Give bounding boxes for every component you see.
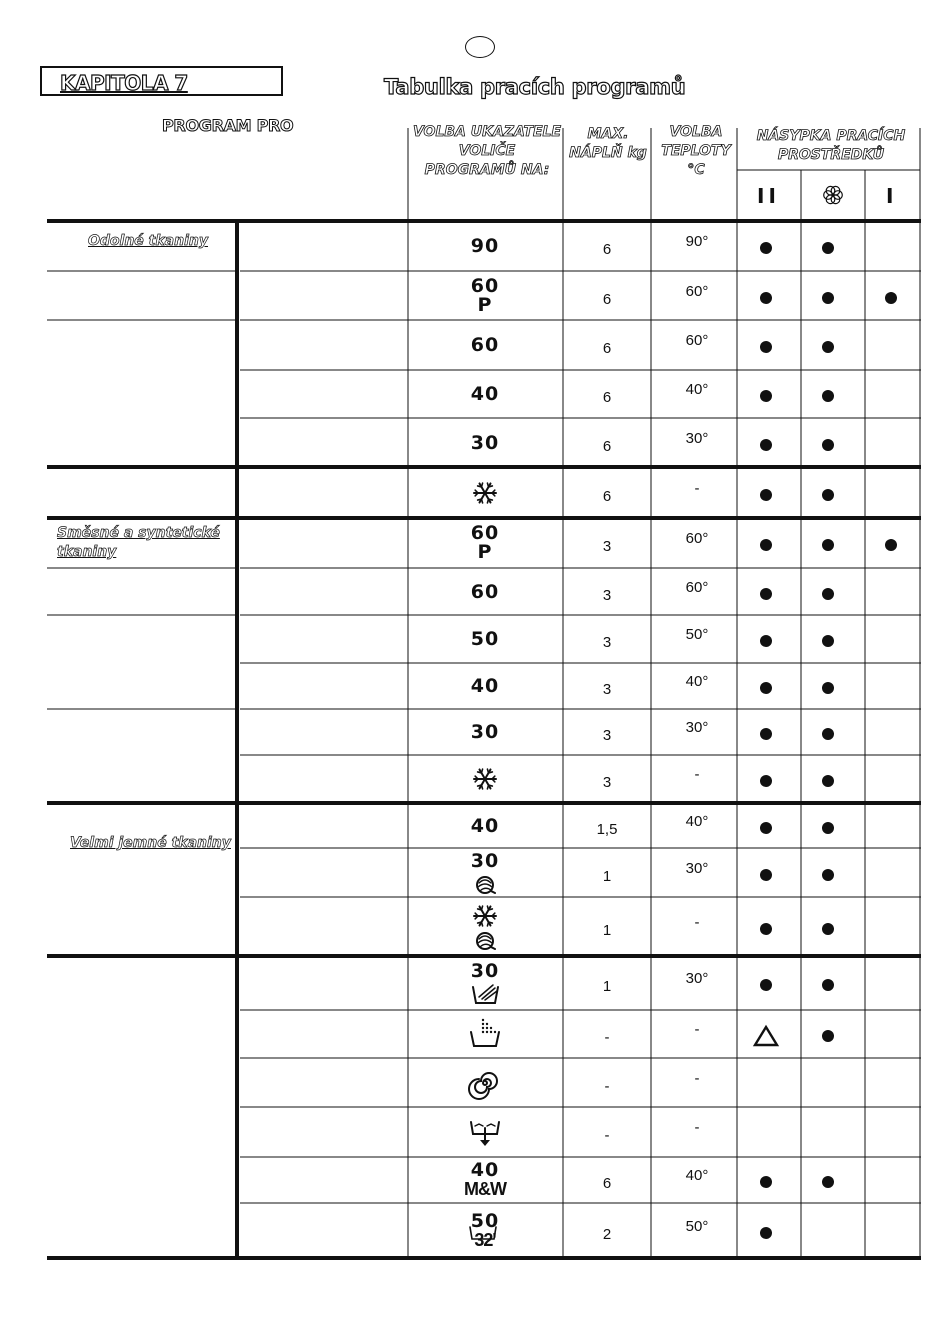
max-load-value: 3: [602, 634, 612, 651]
wool-icon: [465, 919, 505, 959]
temperature-value: 60°: [685, 530, 709, 547]
program-symbol: 30: [470, 849, 500, 872]
max-load-value: 3: [602, 681, 612, 698]
max-load-value: 1,5: [596, 820, 618, 838]
compartment-softener-icon: [820, 182, 846, 208]
temperature-value: -: [694, 766, 700, 783]
program-symbol: 30: [470, 960, 500, 982]
program-pro-label: PROGRAM PRO: [162, 116, 294, 135]
max-load-value: 3: [602, 586, 612, 604]
softener-dot: [822, 588, 834, 600]
prewash-dot: [760, 923, 772, 935]
main-wash-dot: [885, 292, 897, 304]
softener-dot: [822, 728, 834, 740]
compartment-prewash-icon: II: [757, 184, 780, 208]
prewash-dot: [760, 489, 772, 501]
program-symbol: 40: [470, 675, 500, 697]
softener-dot: [822, 682, 834, 694]
prewash-dot: [760, 390, 772, 402]
chapter-label: KAPITOLA 7: [60, 71, 188, 95]
max-load-value: 6: [602, 290, 612, 308]
softener-dot: [822, 292, 834, 304]
header-max: MAX. NÁPLŇ kg: [569, 126, 647, 161]
temperature-value: 40°: [685, 1167, 709, 1184]
header-temp: VOLBA TEPLOTY °C: [661, 124, 731, 178]
program-symbol: P: [477, 293, 493, 316]
program-symbol: M&W: [464, 1179, 506, 1199]
temperature-value: -: [694, 1021, 700, 1038]
compartment-main-icon: I: [886, 184, 894, 208]
prewash-dot: [760, 682, 772, 694]
temperature-value: 50°: [685, 1217, 709, 1235]
header-volba: VOLBA UKAZATELE VOLIČE PROGRAMŮ NA:: [412, 124, 562, 178]
max-load-value: 3: [602, 538, 612, 555]
prewash-dot: [760, 1176, 772, 1188]
program-symbol: 30: [470, 721, 500, 743]
softener-dot: [822, 979, 834, 991]
max-load-value: 6: [602, 437, 612, 455]
softener-dot: [822, 635, 834, 647]
category-odolne: Odolné tkaniny: [88, 233, 208, 249]
max-load-value: -: [604, 1077, 610, 1095]
temperature-value: 60°: [685, 282, 709, 300]
prewash-dot: [760, 979, 772, 991]
category-jemne: Velmi jemné tkaniny: [70, 835, 231, 851]
prewash-dot: [760, 292, 772, 304]
softener-dot: [822, 869, 834, 881]
softener-dot: [822, 242, 834, 254]
program-symbol: 40: [470, 814, 500, 837]
temperature-value: 30°: [685, 970, 709, 987]
temperature-value: 60°: [685, 578, 709, 596]
spin-icon: [465, 1063, 505, 1103]
prewash-dot: [760, 539, 772, 551]
program-symbol: 40: [470, 383, 500, 405]
temperature-value: -: [694, 1069, 700, 1087]
temperature-value: -: [694, 913, 700, 931]
max-load-value: 6: [602, 389, 612, 406]
softener-dot: [822, 822, 834, 834]
triangle-icon: [752, 1024, 780, 1048]
softener-dot: [822, 489, 834, 501]
header-nasypka: NÁSYPKA PRACÍCH PROSTŘEDKŮ: [756, 128, 906, 163]
max-load-value: 6: [602, 487, 612, 505]
program-symbol: 50: [470, 628, 500, 650]
softener-dot: [822, 390, 834, 402]
drain-icon: [465, 1112, 505, 1152]
softener-dot: [822, 439, 834, 451]
prewash-dot: [760, 341, 772, 353]
softener-dot: [822, 341, 834, 353]
category-smesne: Směsné a syntetické tkaniny: [57, 525, 220, 560]
temperature-value: -: [694, 479, 700, 497]
prewash-dot: [760, 1227, 772, 1239]
temperature-value: -: [694, 1119, 700, 1136]
max-load-value: 1: [602, 921, 612, 939]
max-load-value: 1: [602, 978, 612, 995]
main-wash-dot: [885, 539, 897, 551]
program-symbol: 32': [474, 1229, 496, 1250]
prewash-dot: [760, 869, 772, 881]
max-load-value: -: [604, 1127, 610, 1144]
snowflake-icon: [465, 759, 505, 799]
rinse-icon: [465, 1014, 505, 1054]
quickwash-icon: [463, 1223, 503, 1263]
softener-dot: [822, 1176, 834, 1188]
max-load-value: 6: [602, 1175, 612, 1192]
temperature-value: 90°: [685, 233, 709, 250]
max-load-value: 1: [602, 867, 612, 885]
program-symbol: 30: [470, 431, 500, 454]
handwash-icon: [465, 973, 505, 1013]
prewash-dot: [760, 822, 772, 834]
program-symbol: 90: [470, 235, 500, 257]
program-symbol: 40: [470, 1159, 500, 1181]
max-load-value: 6: [602, 340, 612, 357]
temperature-value: 30°: [685, 429, 709, 447]
max-load-value: 6: [602, 241, 612, 258]
temperature-value: 50°: [685, 626, 709, 643]
temperature-value: 30°: [685, 719, 709, 736]
prewash-dot: [760, 439, 772, 451]
program-symbol: P: [477, 541, 493, 563]
prewash-dot: [760, 635, 772, 647]
prewash-dot: [760, 588, 772, 600]
temperature-value: 60°: [685, 332, 709, 349]
temperature-value: 40°: [685, 673, 709, 690]
temperature-value: 30°: [685, 859, 709, 877]
program-symbol: 60: [470, 334, 500, 356]
softener-dot: [822, 539, 834, 551]
snowflake-icon: [465, 473, 505, 513]
program-symbol: 60: [470, 274, 500, 297]
temperature-value: 40°: [685, 812, 709, 830]
temperature-value: 40°: [685, 381, 709, 398]
page-title: Tabulka pracích programů: [384, 75, 686, 99]
max-load-value: 3: [602, 774, 612, 791]
softener-dot: [822, 775, 834, 787]
prewash-dot: [760, 728, 772, 740]
softener-dot: [822, 923, 834, 935]
max-load-value: 3: [602, 727, 612, 744]
prewash-dot: [760, 242, 772, 254]
program-symbol: 60: [470, 522, 500, 544]
program-symbol: 50: [470, 1209, 500, 1232]
softener-dot: [822, 1030, 834, 1042]
program-symbol: 60: [470, 580, 500, 603]
max-load-value: -: [604, 1029, 610, 1046]
prewash-dot: [760, 775, 772, 787]
max-load-value: 2: [602, 1225, 612, 1243]
